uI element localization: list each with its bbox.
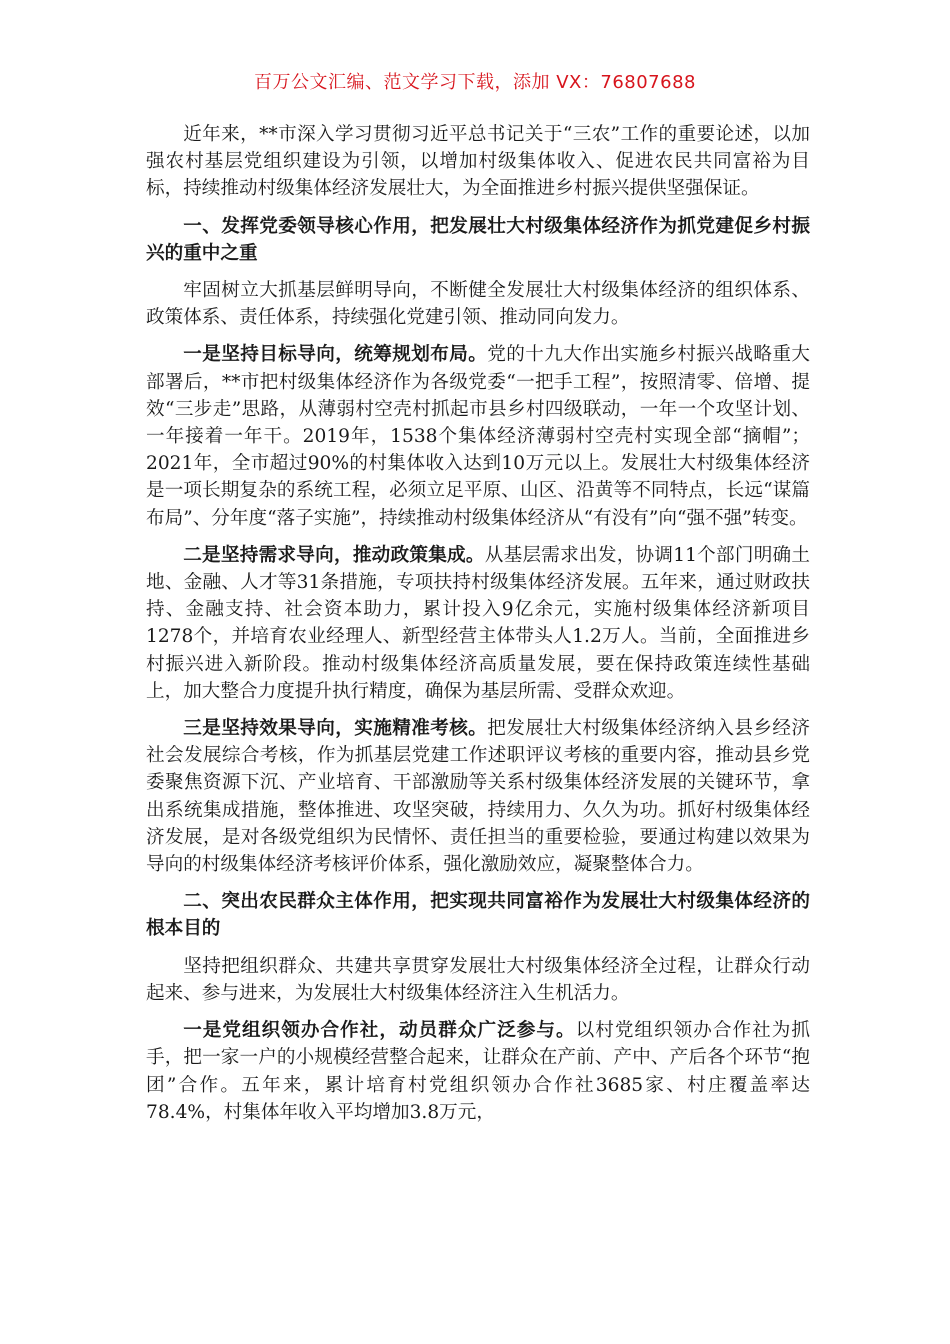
intro-paragraph: 近年来，**市深入学习贯彻习近平总书记关于“三农”工作的重要论述，以加强农村基层党组织建设为引领，以增加村级集体收入、促进农民共同富裕为目标，持续推动村级集体经济发展壮大，为全面推进乡村振兴提供坚强保证。 xyxy=(146,124,810,200)
watermark-header: 百万公文汇编、范文学习下载，添加 VX：76807688 xyxy=(254,72,696,93)
section-2-item-1 xyxy=(146,1017,810,1126)
item-text: 把发展壮大村级集体经济纳入县乡经济社会发展综合考核，作为抓基层党建工作述职评议考核的重要内容，推动县乡党委聚焦资源下沉、产业培育、干部激励等关系村级集体经济发展的关键环节，拿出系统集成措施，整体推进、攻坚突破，持续用力、久久为功。抓好村级集体经济发展，是对各级党组织为民情怀、责任担当的重要检验，要通过构建以效果为导向的村级集体经济考核评价体系，强化激励效应，凝聚整体合力。 xyxy=(146,718,810,876)
document-body xyxy=(146,121,810,1136)
item-lead: 一是党组织领办合作社，动员群众广泛参与。 xyxy=(183,1020,576,1042)
item-lead: 二是坚持需求导向，推动政策集成。 xyxy=(183,544,485,566)
item-text: 党的十九大作出实施乡村振兴战略重大部署后，**市把村级集体经济作为各级党委“一把手工程”，按照清零、倍增、提效“三步走”思路，从薄弱村空壳村抓起市县乡村四级联动，一年一个攻坚计划、一年接着一年干。2019年，1538个集体经济薄弱村空壳村实现全部“摘帽”；2021年，全市超过90%的村集体收入达到10万元以上。发展壮大村级集体经济是一项长期复杂的系统工程，必须立足平原、山区、沿黄等不同特点，长远“谋篇布局”、分年度“落子实施”，持续推动村级集体经济从“有没有”向“强不强”转变。 xyxy=(146,344,810,529)
section-1-item-2 xyxy=(146,542,810,705)
section-2-heading: 二、突出农民群众主体作用，把实现共同富裕作为发展壮大村级集体经济的根本目的 xyxy=(146,891,810,940)
section-1-summary: 牢固树立大抓基层鲜明导向，不断健全发展壮大村级集体经济的组织体系、政策体系、责任体系，持续强化党建引领、推动同向发力。 xyxy=(146,280,810,329)
section-1-heading: 一、发挥党委领导核心作用，把发展壮大村级集体经济作为抓党建促乡村振兴的重中之重 xyxy=(146,215,810,264)
item-text: 以村党组织领办合作社为抓手，把一家一户的小规模经营整合起来，让群众在产前、产中、产后各个环节“抱团”合作。五年来，累计培育村党组织领办合作社3685家、村庄覆盖率达78.4%，村集体年收入平均增加3.8万元， xyxy=(146,1020,810,1123)
item-lead: 三是坚持效果导向，实施精准考核。 xyxy=(183,718,488,740)
item-lead: 一是坚持目标导向，统筹规划布局。 xyxy=(183,344,488,366)
section-2-summary: 坚持把组织群众、共建共享贯穿发展壮大村级集体经济全过程，让群众行动起来、参与进来，为发展壮大村级集体经济注入生机活力。 xyxy=(146,955,810,1004)
section-1-item-3 xyxy=(146,715,810,878)
section-1-item-1 xyxy=(146,341,810,531)
item-text: 从基层需求出发，协调11个部门明确土地、金融、人才等31条措施，专项扶持村级集体经济发展。五年来，通过财政扶持、金融支持、社会资本助力，累计投入9亿余元，实施村级集体经济新项目1278个，并培育农业经理人、新型经营主体带头人1.2万人。当前，全面推进乡村振兴进入新阶段。推动村级集体经济高质量发展，要在保持政策连续性基础上，加大整合力度提升执行精度，确保为基层所需、受群众欢迎。 xyxy=(146,544,810,702)
